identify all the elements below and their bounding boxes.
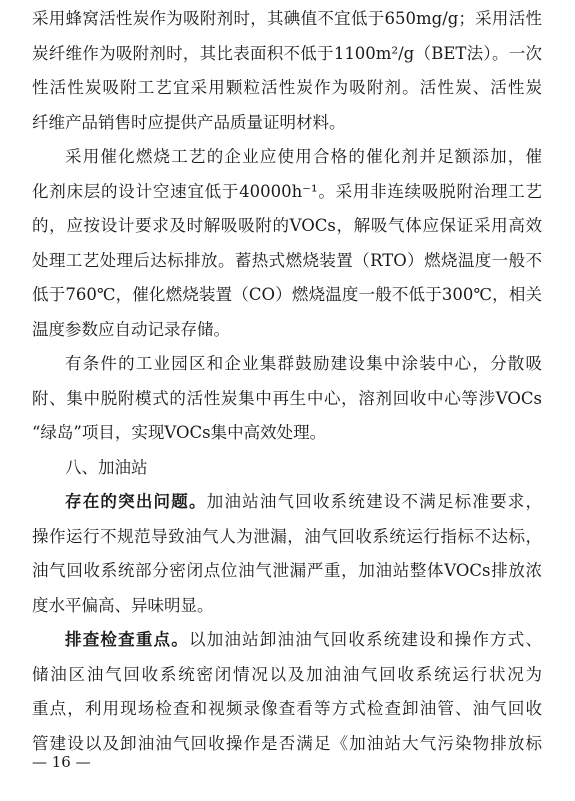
paragraph-line: 管建设以及卸油油气回收操作是否满足《加油站大气污染物排放标 [32,733,542,753]
paragraph-line: “绿岛”项目，实现VOCs集中高效处理。 [32,423,327,442]
paragraph-line: 低于760℃，催化燃烧装置（CO）燃烧温度一般不低于300℃，相关 [32,285,542,304]
paragraph-line: 附、集中脱附模式的活性炭集中再生中心，溶剂回收中心等涉VOCs [32,388,542,408]
paragraph-text: 以加油站卸油油气回收系统建设和操作方式、 [188,630,543,649]
page-number: — 16 — [32,753,91,771]
section-heading: 八、加油站 [65,457,148,477]
paragraph-line: 采用蜂窝活性炭作为吸附剂时，其碘值不宜低于650mg/g；采用活性 [32,9,542,28]
paragraph-line: 的，应按设计要求及时解吸吸附的VOCs，解吸气体应保证采用高效 [32,216,542,235]
bold-label: 存在的突出问题。 [65,492,207,511]
paragraph-line: 处理工艺处理后达标排放。蓄热式燃烧装置（RTO）燃烧温度一般不 [32,250,542,270]
paragraph-line: 操作运行不规范导致油气人为泄漏，油气回收系统运行指标不达标， [32,526,542,546]
paragraph-text: 加油站油气回收系统建设不满足标准要求， [206,492,543,511]
paragraph-line: 炭纤维作为吸附剂时，其比表面积不低于1100m²/g（BET法）。一次 [32,43,542,63]
paragraph-line: 油气回收系统部分密闭点位油气泄漏严重，加油站整体VOCs排放浓 [32,561,542,580]
paragraph-line: 纤维产品销售时应提供产品质量证明材料。 [32,112,346,132]
paragraph-line: 温度参数应自动记录存储。 [32,319,230,339]
paragraph-line: 度水平偏高、异味明显。 [32,595,214,615]
paragraph-line: 采用催化燃烧工艺的企业应使用合格的催化剂并足额添加，催 [65,147,542,166]
paragraph-line: 性活性炭吸附工艺宜采用颗粒活性炭作为吸附剂。活性炭、活性炭 [32,78,542,97]
paragraph-line: 重点，利用现场检查和视频录像查看等方式检查卸油管、油气回收 [32,699,542,718]
paragraph-line: 有条件的工业园区和企业集群鼓励建设集中涂装中心，分散吸 [65,354,542,373]
paragraph-line: 储油区油气回收系统密闭情况以及加油油气回收系统运行状况为 [32,664,542,684]
paragraph-line: 化剂床层的设计空速宜低于40000h⁻¹。采用非连续吸脱附治理工艺 [32,181,542,201]
bold-label: 排查检查重点。 [65,630,189,649]
